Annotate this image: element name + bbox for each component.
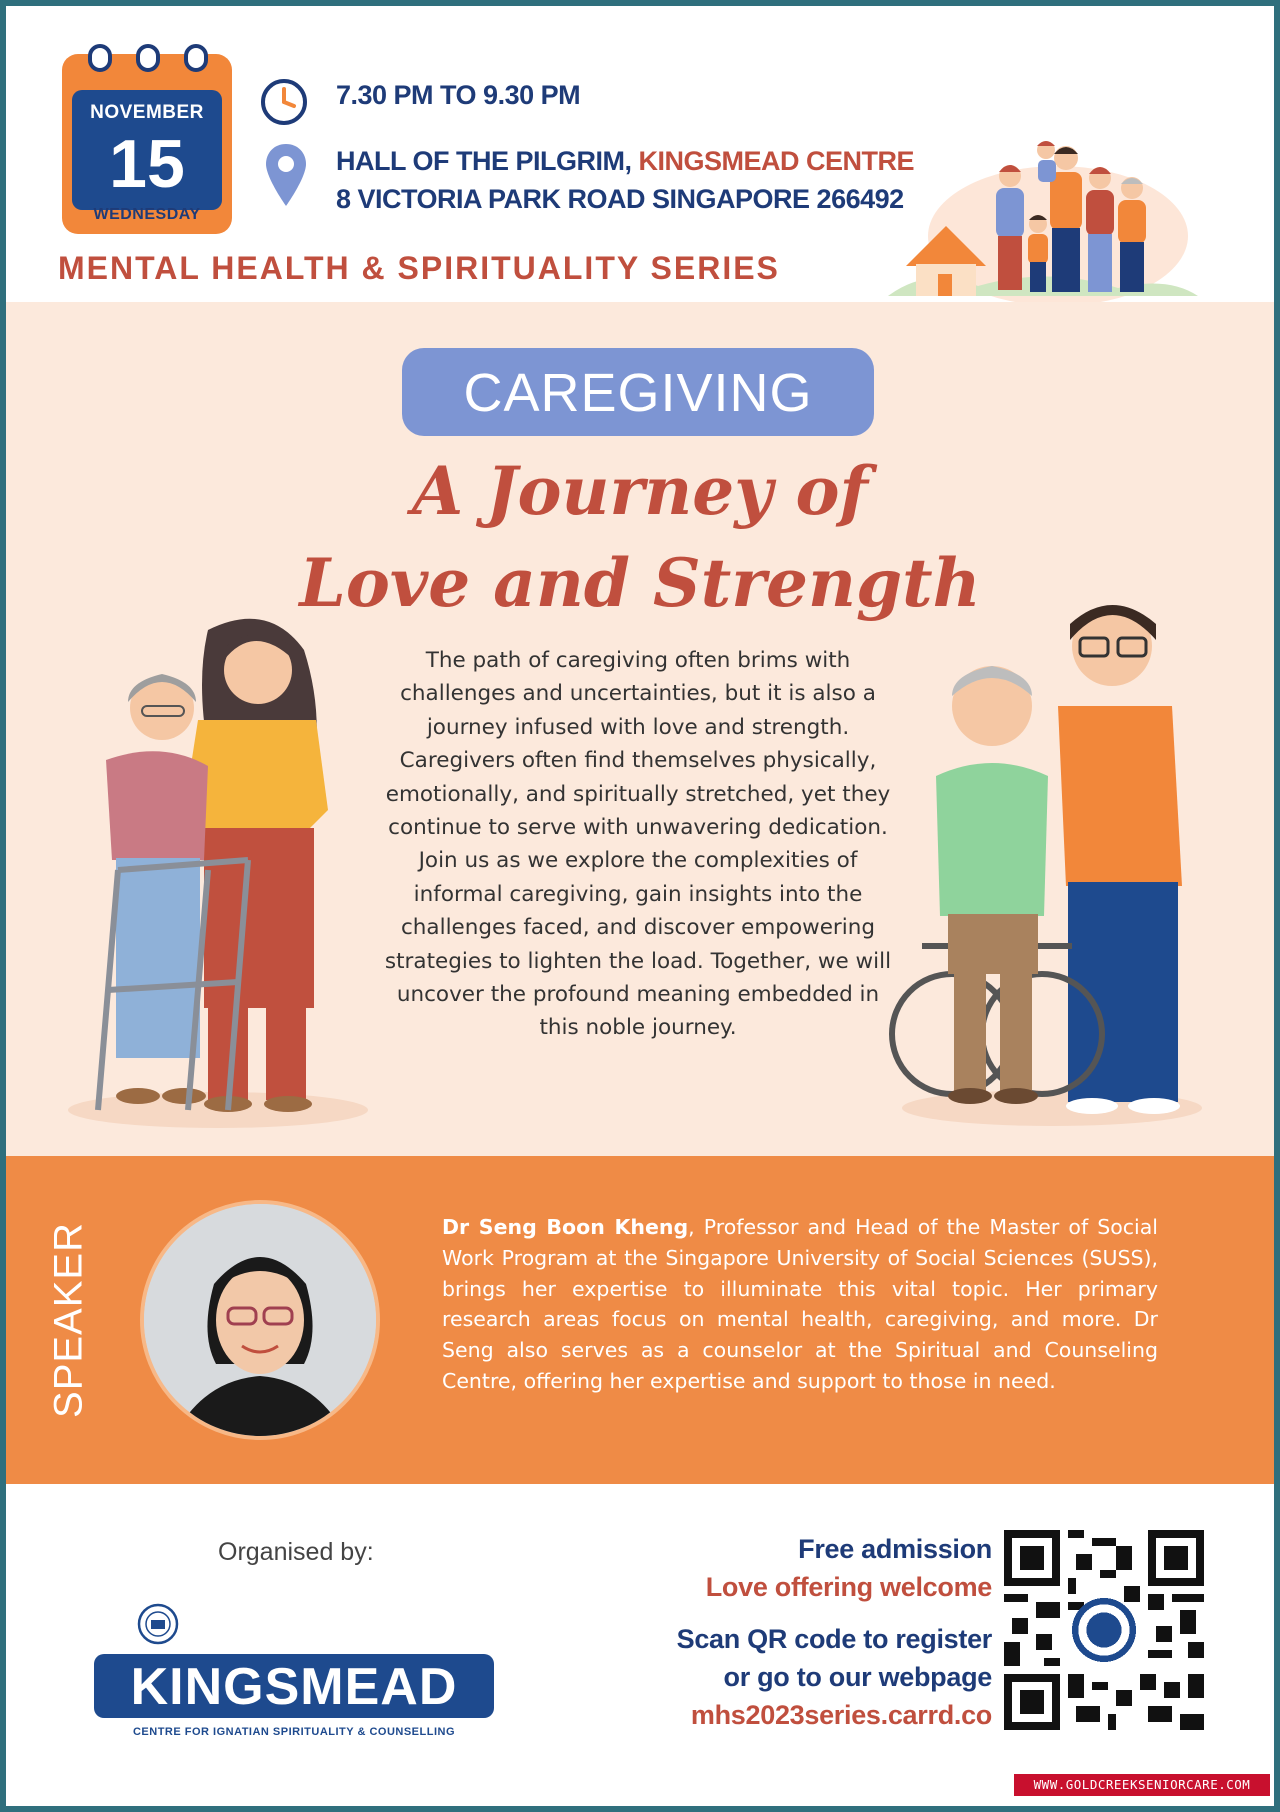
family-illustration <box>868 116 1206 306</box>
kingsmead-logo <box>94 1654 494 1718</box>
caregiver-wheelchair-illustration <box>882 586 1212 1126</box>
event-month: NOVEMBER <box>90 102 204 123</box>
location-pin-icon <box>264 142 308 210</box>
headline-line2: Love and Strength <box>299 544 981 622</box>
series-title: MENTAL HEALTH & SPIRITUALITY SERIES <box>58 250 780 286</box>
event-venue: HALL OF THE PILGRIM, KINGSMEAD CENTRE <box>336 146 915 176</box>
registration-url[interactable]: mhs2023series.carrd.co <box>690 1700 992 1730</box>
event-header <box>6 6 1274 302</box>
speaker-photo <box>140 1200 380 1440</box>
venue-centre-name: KINGSMEAD CENTRE <box>638 146 915 176</box>
speaker-bio: Dr Seng Boon Kheng, Professor and Head of the Master of Social Work Program at the Singapore University of Social Sciences (SUSS), brings her expertise to illuminate this vital topic. Her primary research areas focus on mental health, caregiving, and more. Dr Seng also serves as a counselor at the Spiritual and Counseling Centre, offering her expertise and support to those in need. <box>442 1215 1159 1393</box>
free-admission-text: Free admission <box>798 1534 992 1564</box>
main-section <box>6 302 1274 1156</box>
clock-icon <box>258 76 310 128</box>
speaker-section <box>6 1156 1274 1484</box>
watermark: WWW.GOLDCREEKSENIORCARE.COM <box>1014 1774 1270 1796</box>
topic-pill <box>402 348 874 436</box>
caregiver-walker-illustration <box>58 590 388 1130</box>
qr-code-icon[interactable] <box>1004 1530 1204 1730</box>
kingsmead-seal-icon <box>136 1602 180 1646</box>
topic-title: CAREGIVING <box>463 363 813 423</box>
logo-wordmark: KINGSMEAD <box>130 1658 458 1716</box>
logo-subtitle: CENTRE FOR IGNATIAN SPIRITUALITY & COUNSELLING <box>132 1726 456 1738</box>
event-address: 8 VICTORIA PARK ROAD SINGAPORE 266492 <box>336 184 904 214</box>
calendar-rings <box>88 44 208 70</box>
event-description <box>374 644 902 1045</box>
calendar-icon <box>62 54 232 234</box>
headline-line1: A Journey of <box>412 452 868 530</box>
event-time: 7.30 PM TO 9.30 PM <box>336 80 581 110</box>
event-weekday: WEDNESDAY <box>93 206 201 223</box>
love-offering-text: Love offering welcome <box>705 1572 992 1602</box>
organised-by-label: Organised by: <box>218 1538 374 1566</box>
scan-qr-text: Scan QR code to register <box>676 1624 992 1654</box>
poster <box>6 6 1274 1806</box>
speaker-label: SPEAKER <box>46 1222 91 1418</box>
footer <box>6 1484 1274 1806</box>
description-paragraph-1: The path of caregiving often brims with challenges and uncertainties, but it is also a journey infused with love and strength. Caregivers often find themselves physically, emotionally, and spiritually stretched, yet they continue to serve with unwavering dedication. <box>385 648 891 841</box>
webpage-text: or go to our webpage <box>723 1662 992 1692</box>
description-paragraph-2: Join us as we explore the complexities of informal caregiving, gain insights into the challenges faced, and discover empowering strategies to lighten the load. Together, we will uncover the profound meaning embedded in this noble journey. <box>384 848 892 1041</box>
event-day: 15 <box>109 126 185 202</box>
speaker-name: Dr Seng Boon Kheng <box>442 1215 689 1239</box>
